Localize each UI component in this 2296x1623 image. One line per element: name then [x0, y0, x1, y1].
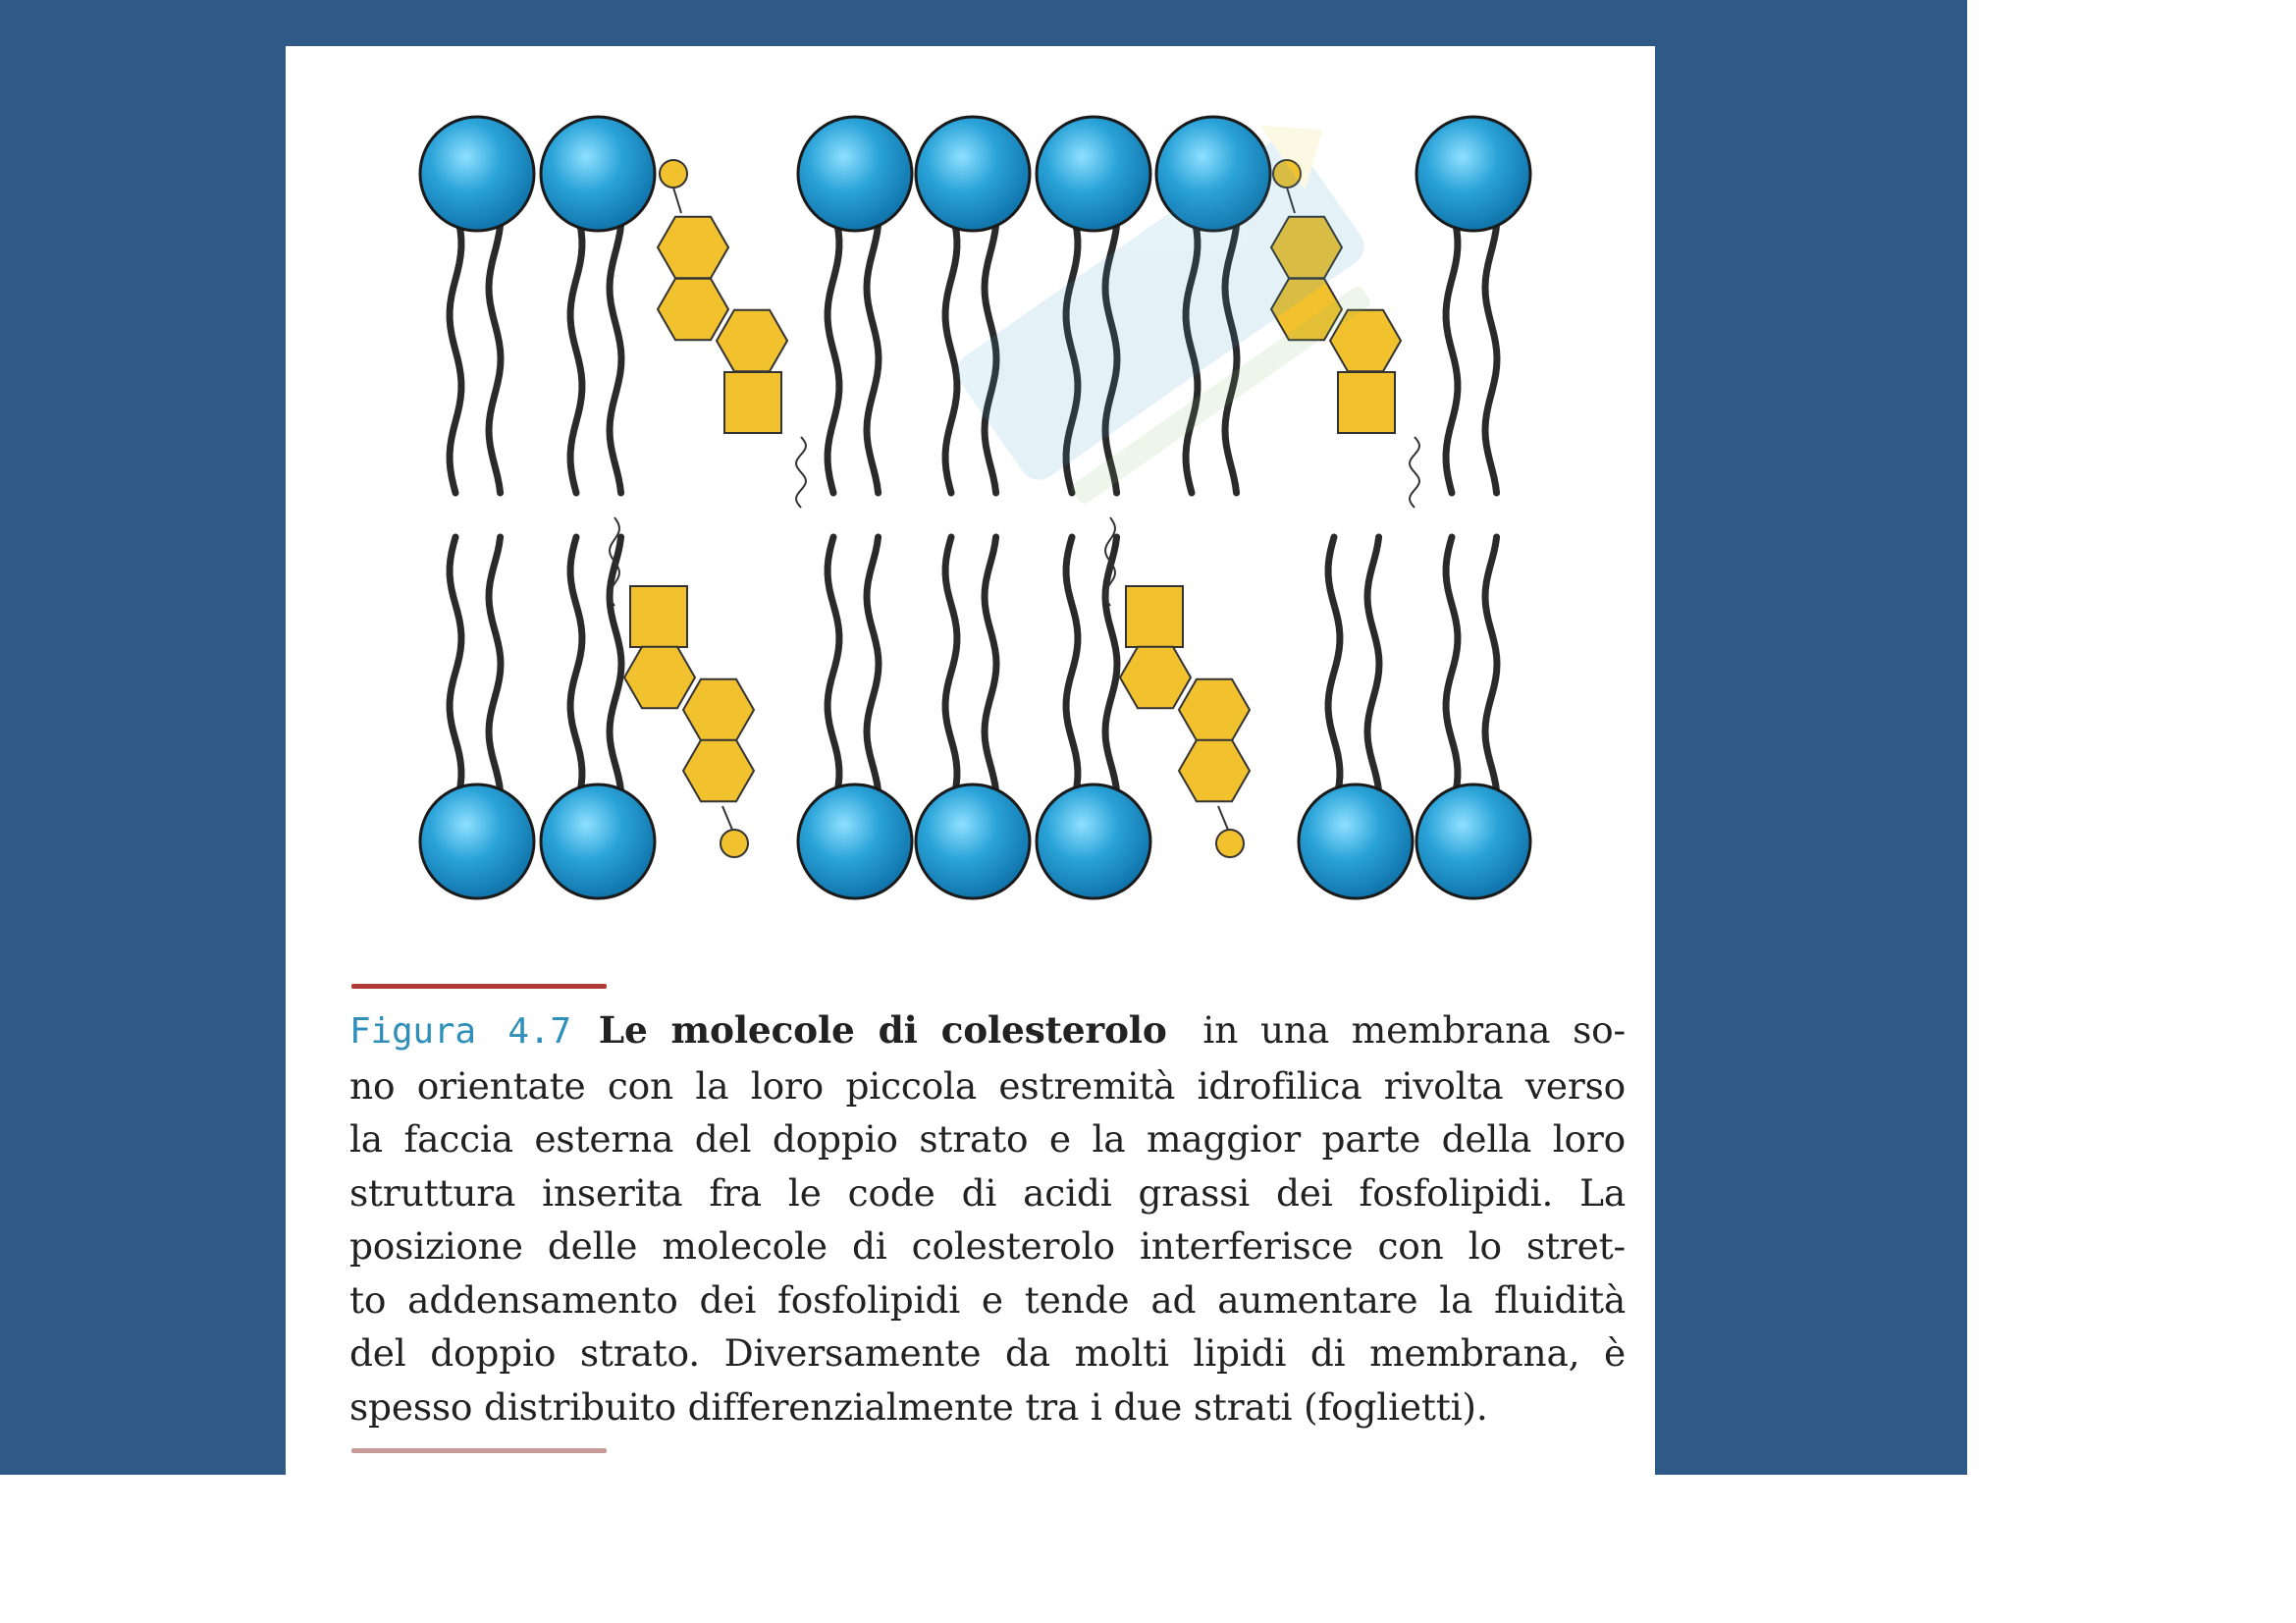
fatty-acid-tail [610, 537, 621, 807]
fatty-acid-tail [828, 537, 839, 807]
cholesterol-oh-group [1216, 830, 1244, 857]
fatty-acid-tail [1186, 208, 1198, 493]
caption-line: del doppio strato. Diversamente da molti lipidi di membrana, è [349, 1331, 1626, 1375]
fatty-acid-tail [450, 537, 461, 807]
fatty-acid-tail [1485, 537, 1497, 807]
figure-title: Le molecole di colesterolo [598, 1008, 1167, 1052]
phospholipid-head [916, 117, 1030, 231]
cholesterol-oh-group [1273, 160, 1301, 188]
fatty-acid-tail [1066, 537, 1078, 807]
caption-rule-bottom [351, 1448, 607, 1453]
phospholipid-head [420, 784, 534, 898]
cholesterol-ring [717, 310, 787, 371]
cholesterol-ring [1179, 679, 1250, 740]
fatty-acid-tail [1105, 537, 1117, 807]
cholesterol-ring [624, 647, 695, 708]
cholesterol-ring [1120, 647, 1191, 708]
fatty-acid-tail [1105, 208, 1117, 493]
fatty-acid-tail [1225, 208, 1237, 493]
phospholipid-head [916, 784, 1030, 898]
fatty-acid-tail [1446, 208, 1458, 493]
fatty-acid-tail [1367, 537, 1379, 807]
fatty-acid-tail [828, 208, 839, 493]
fatty-acid-tail [570, 537, 582, 807]
cholesterol-tail [796, 437, 806, 508]
cholesterol-ring [658, 217, 728, 278]
caption-line: struttura inserita fra le code di acidi grassi dei fosfolipidi. La [349, 1170, 1626, 1215]
fatty-acid-tail [450, 208, 461, 493]
phospholipid-head [1037, 784, 1150, 898]
phospholipid-head [798, 117, 912, 231]
cholesterol-ring [683, 679, 754, 740]
cholesterol-ring [1126, 586, 1183, 647]
figure-number: Figura 4.7 [349, 1011, 571, 1052]
cholesterol-ring [1338, 372, 1395, 433]
cholesterol-ring [683, 740, 754, 801]
phospholipid-head [1037, 117, 1150, 231]
fatty-acid-tail [945, 537, 957, 807]
caption-line-1 [349, 1003, 1626, 1059]
phospholipid-head [1156, 117, 1270, 231]
fatty-acid-tail [945, 208, 957, 493]
fatty-acid-tail [985, 537, 996, 807]
cholesterol-oh-group [721, 830, 748, 857]
fatty-acid-tail [489, 537, 501, 807]
cholesterol-ring [630, 586, 687, 647]
fatty-acid-tail [867, 537, 879, 807]
caption-line: la faccia esterna del doppio strato e la maggior parte della loro [349, 1117, 1626, 1161]
caption-line: to addensamento dei fosfolipidi e tende ad aumentare la fluidità [349, 1277, 1626, 1322]
phospholipid-head [541, 117, 655, 231]
caption-line: spesso distribuito differenzialmente tra i due strati (foglietti). [349, 1384, 1488, 1429]
cholesterol-ring [1271, 217, 1342, 278]
cholesterol-ring [724, 372, 781, 433]
cholesterol-ring [1179, 740, 1250, 801]
caption-line: no orientate con la loro piccola estremità idrofilica rivolta verso [349, 1063, 1626, 1108]
cholesterol-bond [1287, 188, 1295, 213]
fatty-acid-tail [489, 208, 501, 493]
phospholipid-head [1299, 784, 1413, 898]
fatty-acid-tail [610, 208, 621, 493]
caption-line: posizione delle molecole di colesterolo interferisce con lo stret- [349, 1224, 1626, 1268]
cholesterol-bond [673, 188, 681, 213]
cholesterol-oh-group [660, 160, 687, 188]
cholesterol-bond [1218, 806, 1228, 830]
fatty-acid-tail [867, 208, 879, 493]
fatty-acid-tail [985, 208, 996, 493]
cholesterol-bond [722, 806, 732, 830]
phospholipid-head [798, 784, 912, 898]
fatty-acid-tail [1066, 208, 1078, 493]
phospholipid-head [1416, 117, 1530, 231]
cholesterol-ring [1330, 310, 1401, 371]
phospholipid-head [420, 117, 534, 231]
cholesterol-tail [1410, 437, 1419, 508]
figure-caption [349, 1003, 1626, 1434]
bilayer-diagram [286, 46, 1655, 930]
figure-panel [286, 46, 1655, 1475]
fatty-acid-tail [570, 208, 582, 493]
fatty-acid-tail [1485, 208, 1497, 493]
phospholipid-head [541, 784, 655, 898]
caption-rule-top [351, 984, 607, 989]
cholesterol-ring [1271, 279, 1342, 340]
caption-text: in una membrana so- [1202, 1008, 1626, 1052]
fatty-acid-tail [1446, 537, 1458, 807]
phospholipid-head [1416, 784, 1530, 898]
cholesterol-ring [658, 279, 728, 340]
fatty-acid-tail [1328, 537, 1340, 807]
